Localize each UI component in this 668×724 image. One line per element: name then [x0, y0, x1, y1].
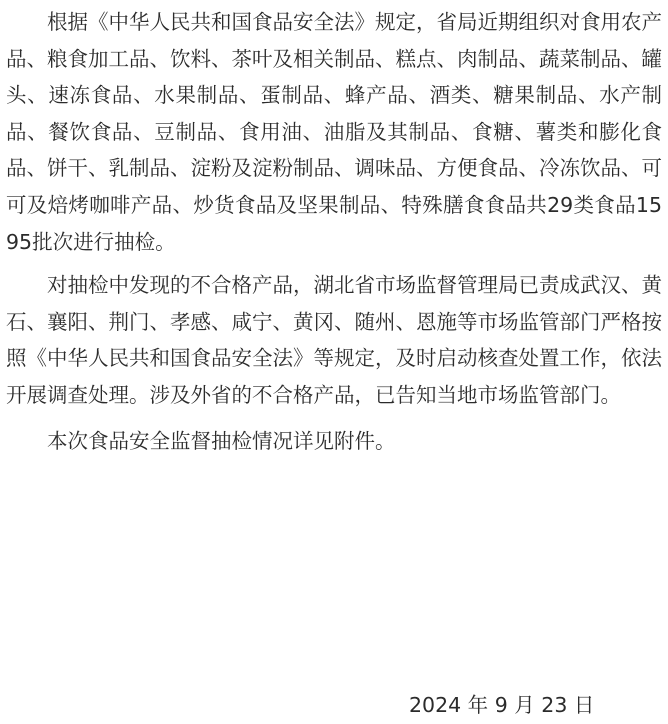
paragraph-sampling-scope: 根据《中华人民共和国食品安全法》规定，省局近期组织对食用农产品、粮食加工品、饮料、茶叶及相关制品、糕点、肉制品、蔬菜制品、罐头、速冻食品、水果制品、蛋制品、蜂产品、酒类、糖果制品、水产制品、餐饮食品、豆制品、食用油、油脂及其制品、食糖、薯类和膨化食品、饼干、乳制品、淀粉及淀粉制品、调味品、方便食品、冷冻饮品、可可及焙烤咖啡产品、炒货食品及坚果制品、特殊膳食食品共29类食品1595批次进行抽检。	[6, 10, 662, 254]
paragraph-unqualified-handling: 对抽检中发现的不合格产品，湖北省市场监督管理局已责成武汉、黄石、襄阳、荆门、孝感、咸宁、黄冈、随州、恩施等市场监管部门严格按照《中华人民共和国食品安全法》等规定，及时启动核查处置工作，依法开展调查处理。涉及外省的不合格产品，已告知当地市场监管部门。	[6, 273, 662, 407]
paragraph-attachment-note: 本次食品安全监督抽检情况详见附件。	[47, 428, 396, 453]
document-body	[6, 0, 662, 459]
document-date: 2024 年 9 月 23 日	[409, 693, 595, 717]
